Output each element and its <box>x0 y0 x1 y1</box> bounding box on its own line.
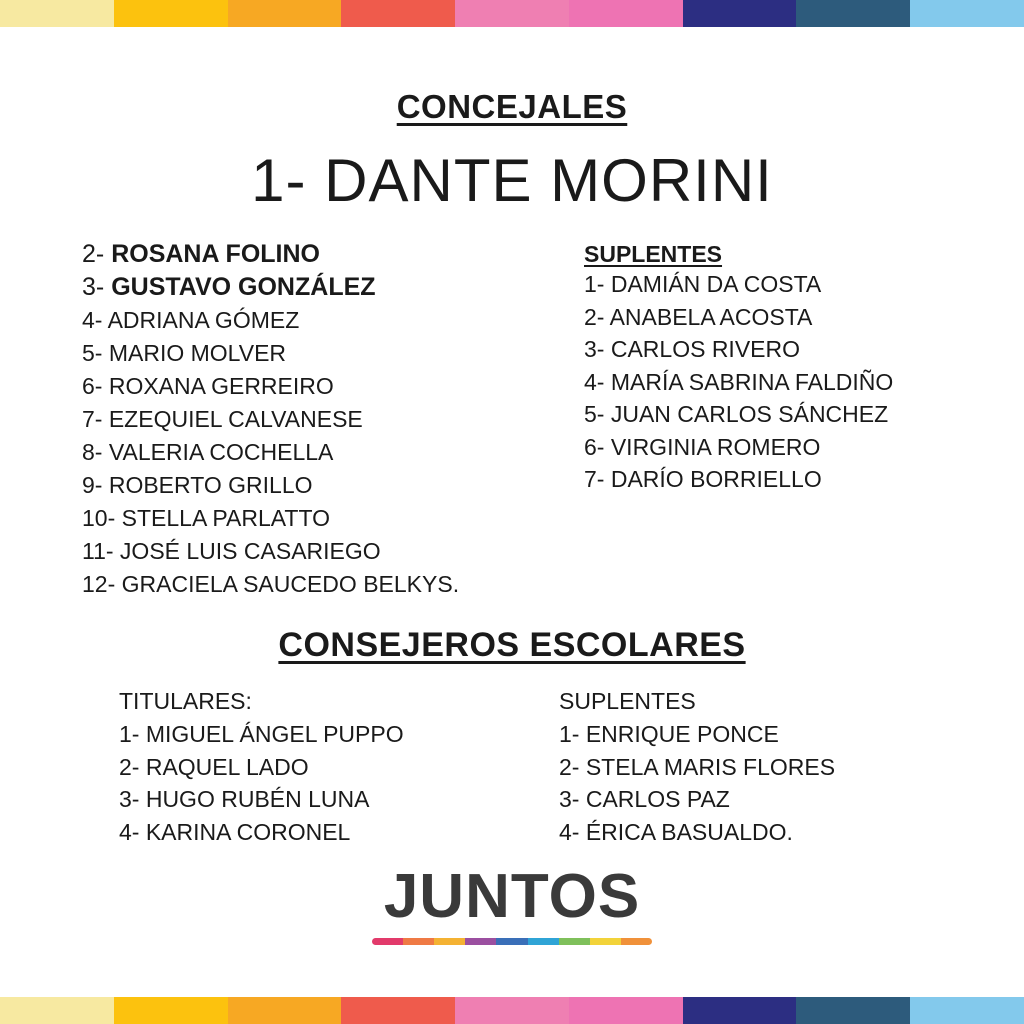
stripe-segment <box>683 0 797 27</box>
stripe-segment <box>569 0 683 27</box>
list-item: 6- ROXANA GERREIRO <box>82 373 334 399</box>
list-item: 12- GRACIELA SAUCEDO BELKYS. <box>82 571 460 597</box>
list-item: 5- MARIO MOLVER <box>82 340 287 366</box>
juntos-logo <box>372 862 652 945</box>
logo-color-bar <box>372 938 652 945</box>
list-item-number: 3- <box>82 273 105 301</box>
list-item: 4- ÉRICA BASUALDO. <box>559 818 793 845</box>
stripe-segment <box>0 0 114 27</box>
stripe-segment <box>341 997 455 1024</box>
stripe-segment <box>910 997 1024 1024</box>
logo-bar-segment <box>465 938 496 945</box>
concejales-list <box>82 238 459 601</box>
list-item: 11- JOSÉ LUIS CASARIEGO <box>82 538 381 564</box>
stripe-segment <box>114 0 228 27</box>
stripe-segment <box>455 997 569 1024</box>
consejeros-suplentes-list <box>559 718 835 848</box>
list-item: 4- KARINA CORONEL <box>119 818 351 845</box>
titulares-heading: TITULARES: <box>119 688 252 714</box>
stripe-segment <box>796 0 910 27</box>
list-item: 10- STELLA PARLATTO <box>82 505 330 531</box>
consejeros-suplentes-heading: SUPLENTES <box>559 688 696 714</box>
stripe-segment <box>341 0 455 27</box>
list-item: 9- ROBERTO GRILLO <box>82 472 313 498</box>
list-item: 6- VIRGINIA ROMERO <box>584 433 821 460</box>
list-item: 7- EZEQUIEL CALVANESE <box>82 406 363 432</box>
titulares-list <box>119 718 404 848</box>
list-item: 2- RAQUEL LADO <box>119 753 309 780</box>
bottom-color-stripe <box>0 997 1024 1024</box>
list-item: 1- DAMIÁN DA COSTA <box>584 271 822 297</box>
stripe-segment <box>228 997 342 1024</box>
list-item <box>82 271 459 304</box>
concejales-suplentes-list <box>584 268 893 496</box>
stripe-segment <box>796 997 910 1024</box>
stripe-segment <box>569 997 683 1024</box>
list-item <box>82 238 459 271</box>
list-item: 3- HUGO RUBÉN LUNA <box>119 786 370 812</box>
logo-bar-segment <box>496 938 527 945</box>
list-item: 2- ANABELA ACOSTA <box>584 303 813 330</box>
list-item: 5- JUAN CARLOS SÁNCHEZ <box>584 401 889 427</box>
head-candidate: 1- DANTE MORINI <box>251 147 773 214</box>
list-item: 4- ADRIANA GÓMEZ <box>82 307 300 333</box>
list-item: 7- DARÍO BORRIELLO <box>584 466 822 492</box>
logo-bar-segment <box>559 938 590 945</box>
list-item: 8- VALERIA COCHELLA <box>82 439 334 465</box>
list-item: 1- ENRIQUE PONCE <box>559 721 779 747</box>
logo-bar-segment <box>372 938 403 945</box>
logo-bar-segment <box>403 938 434 945</box>
list-item: 2- STELA MARIS FLORES <box>559 753 836 780</box>
consejeros-title <box>0 626 1024 665</box>
concejales-suplentes-heading: SUPLENTES <box>584 241 723 267</box>
stripe-segment <box>114 997 228 1024</box>
list-item: 3- CARLOS PAZ <box>559 786 730 812</box>
concejales-title-text: CONCEJALES <box>396 88 628 125</box>
stripe-segment <box>455 0 569 27</box>
stripe-segment <box>0 997 114 1024</box>
consejeros-title-text: CONSEJEROS ESCOLARES <box>278 626 746 664</box>
logo-bar-segment <box>621 938 652 945</box>
top-color-stripe <box>0 0 1024 27</box>
concejales-title <box>0 88 1024 126</box>
list-item: 3- CARLOS RIVERO <box>584 336 800 362</box>
logo-bar-segment <box>528 938 559 945</box>
logo-wordmark: JUNTOS <box>383 862 641 931</box>
logo-bar-segment <box>434 938 465 945</box>
list-item-name: ROSANA FOLINO <box>111 240 320 268</box>
logo-bar-segment <box>590 938 621 945</box>
list-item: 1- MIGUEL ÁNGEL PUPPO <box>119 721 404 747</box>
stripe-segment <box>228 0 342 27</box>
list-item-name: GUSTAVO GONZÁLEZ <box>111 273 376 301</box>
stripe-segment <box>683 997 797 1024</box>
list-item: 4- MARÍA SABRINA FALDIÑO <box>584 368 894 395</box>
list-item-number: 2- <box>82 240 105 268</box>
stripe-segment <box>910 0 1024 27</box>
